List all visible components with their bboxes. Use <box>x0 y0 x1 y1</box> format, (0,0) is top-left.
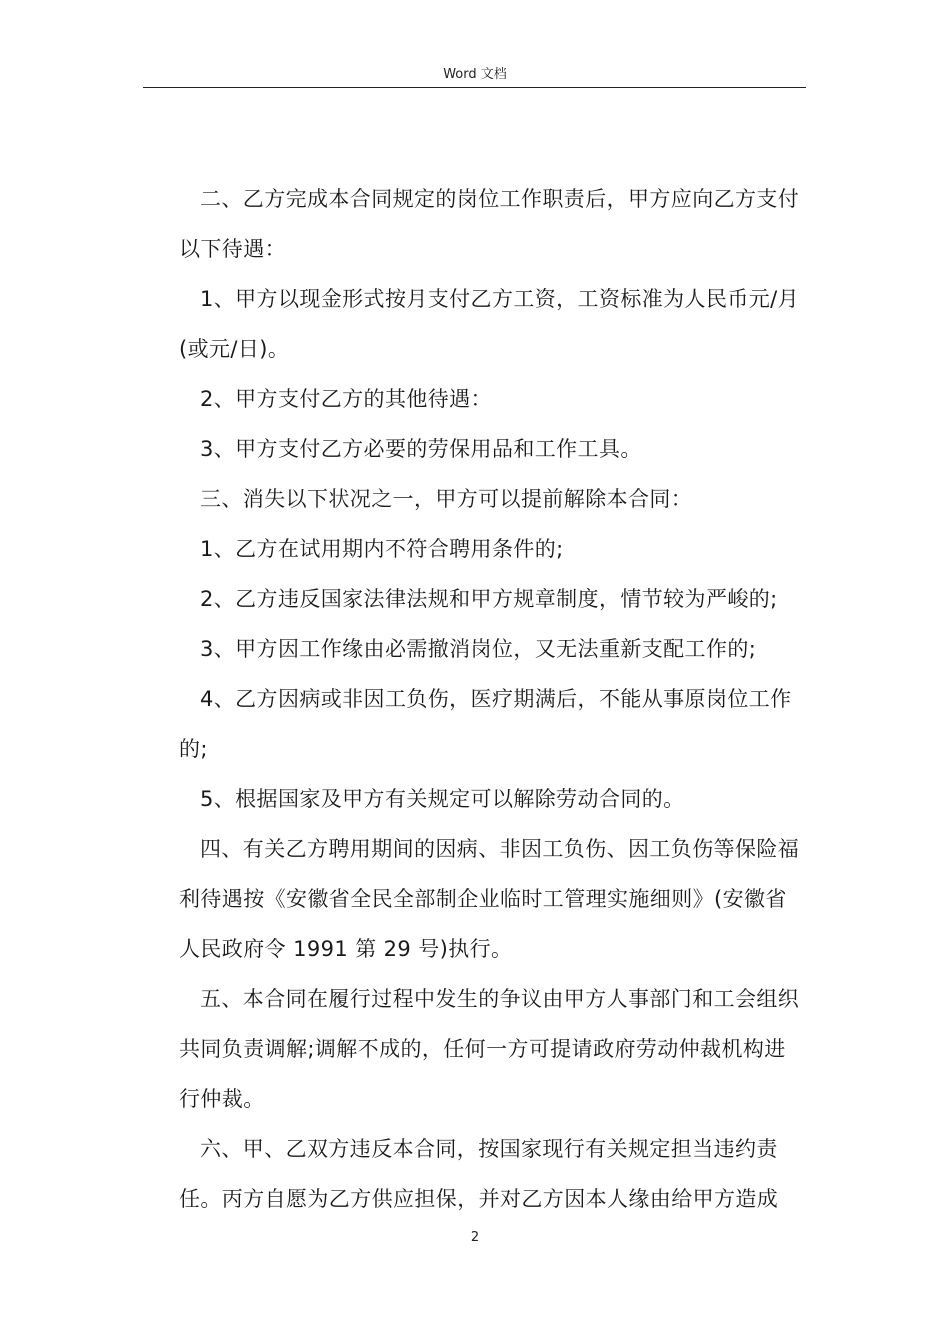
paragraph: 1、乙方在试用期内不符合聘用条件的; <box>200 537 564 561</box>
paragraph: 5、根据国家及甲方有关规定可以解除劳动合同的。 <box>200 787 685 811</box>
paragraph: 五、本合同在履行过程中发生的争议由甲方人事部门和工会组织共同负责调解;调解不成的，任何一方可提请政府劳动仲裁机构进行仲裁。 <box>179 987 800 1111</box>
document-body <box>179 174 807 1224</box>
paragraph: 六、甲、乙双方违反本合同，按国家现行有关规定担当违约责任。丙方自愿为乙方供应担保，并对乙方因本人缘由给甲方造成 <box>179 1137 779 1211</box>
page-header: Word 文档 <box>443 67 507 82</box>
paragraph: 1、甲方以现金形式按月支付乙方工资，工资标准为人民币元/月(或元/日)。 <box>179 287 800 361</box>
paragraph: 2、乙方违反国家法律法规和甲方规章制度，情节较为严峻的; <box>200 587 778 611</box>
page-number: 2 <box>470 1230 480 1245</box>
paragraph: 3、甲方因工作缘由必需撤消岗位，又无法重新支配工作的; <box>200 637 757 661</box>
paragraph: 三、消失以下状况之一，甲方可以提前解除本合同： <box>200 487 693 511</box>
paragraph: 3、甲方支付乙方必要的劳保用品和工作工具。 <box>200 437 642 461</box>
paragraph: 4、乙方因病或非因工负伤，医疗期满后，不能从事原岗位工作的; <box>179 687 792 761</box>
paragraph: 2、甲方支付乙方的其他待遇： <box>200 387 492 411</box>
paragraph: 二、乙方完成本合同规定的岗位工作职责后，甲方应向乙方支付以下待遇： <box>179 187 800 261</box>
paragraph: 四、有关乙方聘用期间的因病、非因工负伤、因工负伤等保险福利待遇按《安徽省全民全部制企业临时工管理实施细则》(安徽省人民政府令 1991 第 29 号)执行。 <box>179 837 800 961</box>
header-divider <box>143 87 806 88</box>
